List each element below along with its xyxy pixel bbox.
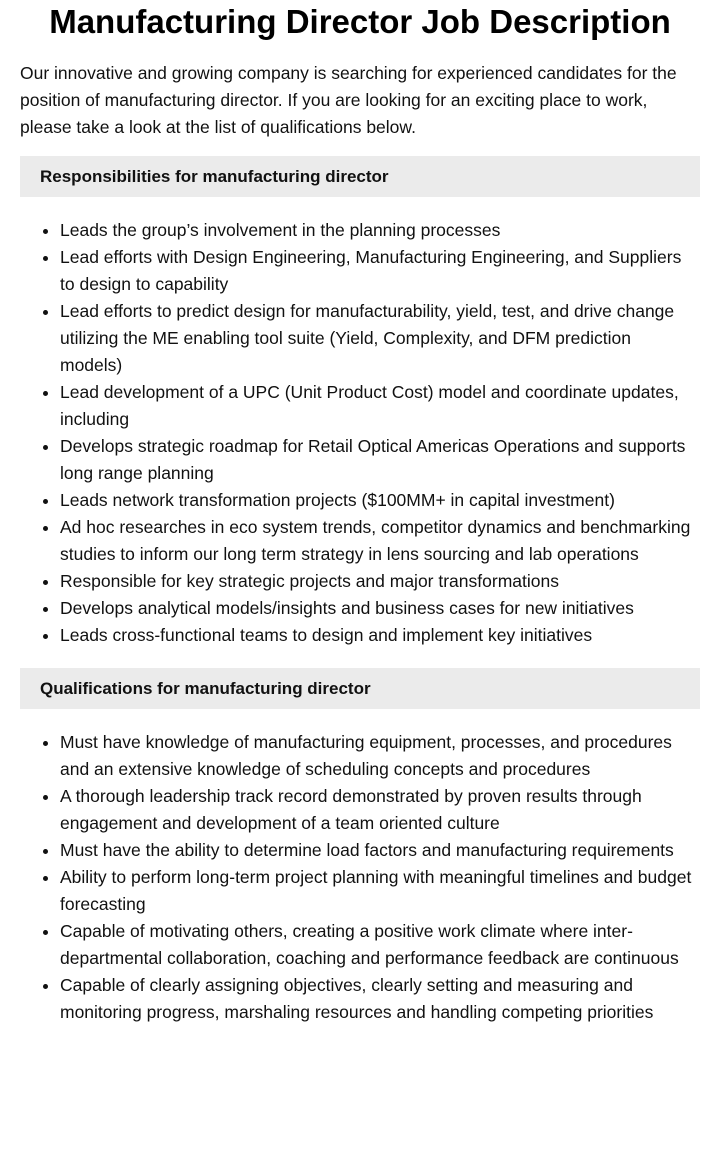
list-item: • A thorough leadership track record demonstrated by proven results through engagement and development of a team oriented culture <box>60 783 695 837</box>
list-item: • Ability to perform long-term project planning with meaningful timelines and budget forecasting <box>60 864 695 918</box>
qualifications-list <box>20 729 695 1026</box>
list-item: • Capable of clearly assigning objectives, clearly setting and measuring and monitoring progress, marshaling resources and handling competing priorities <box>60 972 695 1026</box>
qualifications-heading: Qualifications for manufacturing director <box>20 668 700 709</box>
list-item: • Lead efforts to predict design for manufacturability, yield, test, and drive change utilizing the ME enabling tool suite (Yield, Complexity, and DFM prediction models) <box>60 298 695 379</box>
page-title: Manufacturing Director Job Description <box>49 3 671 40</box>
list-item: • Ad hoc researches in eco system trends, competitor dynamics and benchmarking studies to inform our long term strategy in lens sourcing and lab operations <box>60 514 695 568</box>
list-item: • Leads network transformation projects ($100MM+ in capital investment) <box>60 487 695 514</box>
list-item: • Responsible for key strategic projects and major transformations <box>60 568 695 595</box>
list-item: • Lead development of a UPC (Unit Product Cost) model and coordinate updates, including <box>60 379 695 433</box>
list-item: • Must have knowledge of manufacturing equipment, processes, and procedures and an extensive knowledge of scheduling concepts and procedures <box>60 729 695 783</box>
list-item: • Must have the ability to determine load factors and manufacturing requirements <box>60 837 695 864</box>
list-item: • Leads cross-functional teams to design and implement key initiatives <box>60 622 695 649</box>
list-item: • Develops strategic roadmap for Retail Optical Americas Operations and supports long range planning <box>60 433 695 487</box>
responsibilities-list <box>20 217 695 649</box>
intro-paragraph: Our innovative and growing company is searching for experienced candidates for the position of manufacturing director. If you are looking for an exciting place to work, please take a look at the list of qualifications below. <box>20 63 677 137</box>
list-item: • Leads the group’s involvement in the planning processes <box>60 217 695 244</box>
list-item: • Capable of motivating others, creating a positive work climate where inter-departmental collaboration, coaching and performance feedback are continuous <box>60 918 695 972</box>
responsibilities-heading: Responsibilities for manufacturing director <box>20 156 700 197</box>
list-item: • Lead efforts with Design Engineering, Manufacturing Engineering, and Suppliers to design to capability <box>60 244 695 298</box>
list-item: • Develops analytical models/insights and business cases for new initiatives <box>60 595 695 622</box>
